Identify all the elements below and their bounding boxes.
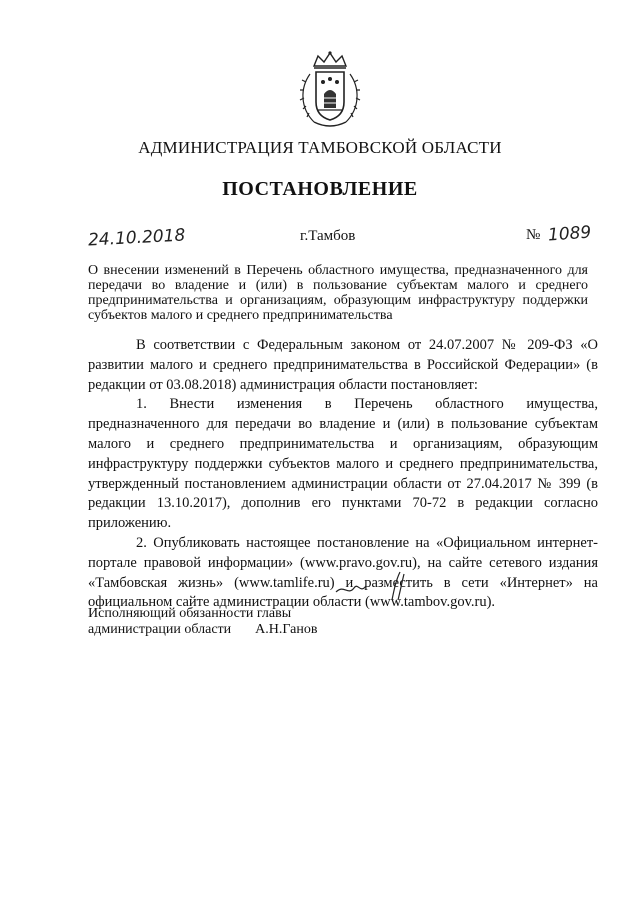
number-sign: № [526, 227, 541, 243]
organization-name: АДМИНИСТРАЦИЯ ТАМБОВСКОЙ ОБЛАСТИ [138, 138, 502, 157]
handwritten-number: 1089 [547, 222, 592, 246]
city-label: г.Тамбов [300, 228, 356, 244]
tambov-coat-of-arms-icon [296, 50, 364, 132]
item-2-paragraph: 2. Опубликовать настоящее постановление на «Официальном интернет-портале правовой информации» (www.pravo.gov.ru), на сайте сетевого издания «Тамбовская жизнь» (www.tamlife.ru) и разместить в сети «Интернет» на официальном сайте администрации области (www.tambov.gov.ru). [88, 534, 598, 611]
signatory-role-line1: Исполняющий обязанности главы [88, 606, 292, 621]
document-type-title: ПОСТАНОВЛЕНИЕ [222, 178, 418, 200]
signatory-name: А.Н.Ганов [255, 622, 318, 637]
document-number [526, 224, 591, 244]
preamble-paragraph: В соответствии с Федеральным законом от 24.07.2007 № 209-ФЗ «О развитии малого и среднего предпринимательства в Российской Федерации» (в редакции от 03.08.2018) администрация области постановляет: [88, 337, 598, 393]
handwritten-date: 24.10.2018 [87, 225, 186, 251]
item-1-paragraph: 1. Внести изменения в Перечень областного имущества, предназначенного для передачи во владение и (или) в пользование субъектам малого и среднего предпринимательства и организациям, образующим инфраструктуру поддержки субъектов малого и среднего предпринимательства, утвержденный постановлением администрации области от 27.04.2017 № 399 (в редакции 13.10.2017), дополнив его пунктами 70-72 в редакции согласно приложению. [88, 396, 598, 532]
signature-block [88, 606, 317, 638]
document-subject: О внесении изменений в Перечень областного имущества, предназначенного для передачи во владение и (или) в пользование субъектам малого и среднего предпринимательства и организациям, образующим инфраструктуру поддержки субъектов малого и среднего предпринимательства [88, 263, 588, 323]
signatory-role-line2: администрации области [88, 622, 232, 637]
signatory-row [88, 622, 317, 638]
handwritten-mark-icon [330, 566, 420, 602]
